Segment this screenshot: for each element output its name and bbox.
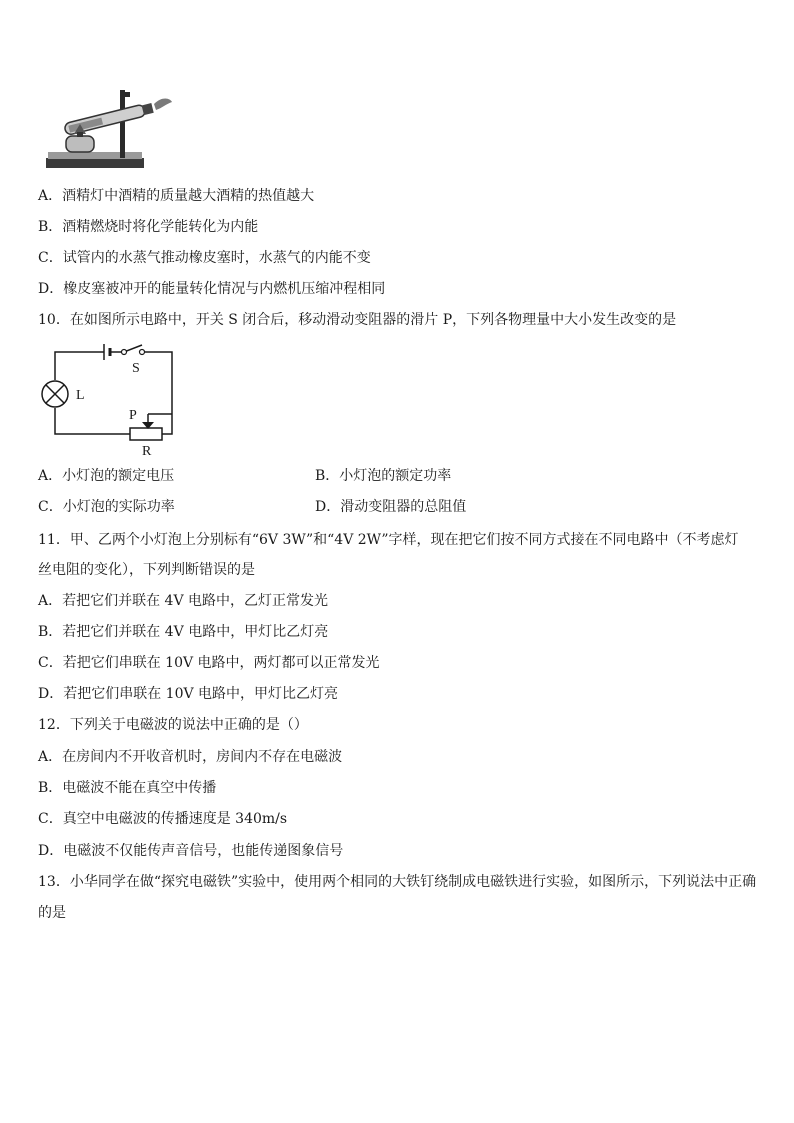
q10-option-d: D．滑动变阻器的总阻值: [315, 499, 467, 515]
q11-stem-line1: 11．甲、乙两个小灯泡上分别标有“6V 3W”和“4V 2W”字样，现在把它们按不同方式接在不同电路中（不考虑灯: [38, 532, 739, 548]
q11-option-b: B．若把它们并联在 4V 电路中，甲灯比乙灯亮: [38, 624, 329, 640]
q10-option-a: A．小灯泡的额定电压: [38, 468, 175, 484]
q10-option-c: C．小灯泡的实际功率: [38, 499, 175, 515]
rheostat-label: R: [142, 444, 152, 459]
q12-option-b: B．电磁波不能在真空中传播: [38, 780, 217, 796]
q12-option-d: D．电磁波不仅能传声音信号，也能传递图象信号: [38, 843, 344, 859]
q9-option-d: D．橡皮塞被冲开的能量转化情况与内燃机压缩冲程相同: [38, 281, 386, 297]
q13-stem-line2: 的是: [38, 905, 66, 921]
q9-option-c: C．试管内的水蒸气推动橡皮塞时，水蒸气的内能不变: [38, 250, 371, 266]
q12-option-c: C．真空中电磁波的传播速度是 340m/s: [38, 811, 288, 827]
q9-option-b: B．酒精燃烧时将化学能转化为内能: [38, 219, 259, 235]
q11-option-c: C．若把它们串联在 10V 电路中，两灯都可以正常发光: [38, 655, 380, 671]
circuit-diagram-figure: [38, 342, 178, 460]
q12-option-a: A．在房间内不开收音机时，房间内不存在电磁波: [38, 749, 343, 765]
q11-stem-line2: 丝电阻的变化），下列判断错误的是: [38, 562, 255, 578]
q11-option-a: A．若把它们并联在 4V 电路中，乙灯正常发光: [38, 593, 329, 609]
test-tube-apparatus-figure: [44, 88, 174, 170]
lamp-label: L: [76, 388, 85, 403]
q10-option-b: B．小灯泡的额定功率: [315, 468, 452, 484]
q12-stem: 12．下列关于电磁波的说法中正确的是（）: [38, 717, 308, 733]
q13-stem-line1: 13．小华同学在做“探究电磁铁”实验中，使用两个相同的大铁钉绕制成电磁铁进行实验，如图所示，下列说法中正确: [38, 874, 757, 890]
q10-stem: 10．在如图所示电路中，开关 S 闭合后，移动滑动变阻器的滑片 P，下列各物理量中大小发生改变的是: [38, 312, 677, 328]
q9-option-a: A．酒精灯中酒精的质量越大酒精的热值越大: [38, 188, 315, 204]
slider-label: P: [129, 408, 137, 423]
switch-label: S: [132, 361, 140, 376]
q11-option-d: D．若把它们串联在 10V 电路中，甲灯比乙灯亮: [38, 686, 339, 702]
